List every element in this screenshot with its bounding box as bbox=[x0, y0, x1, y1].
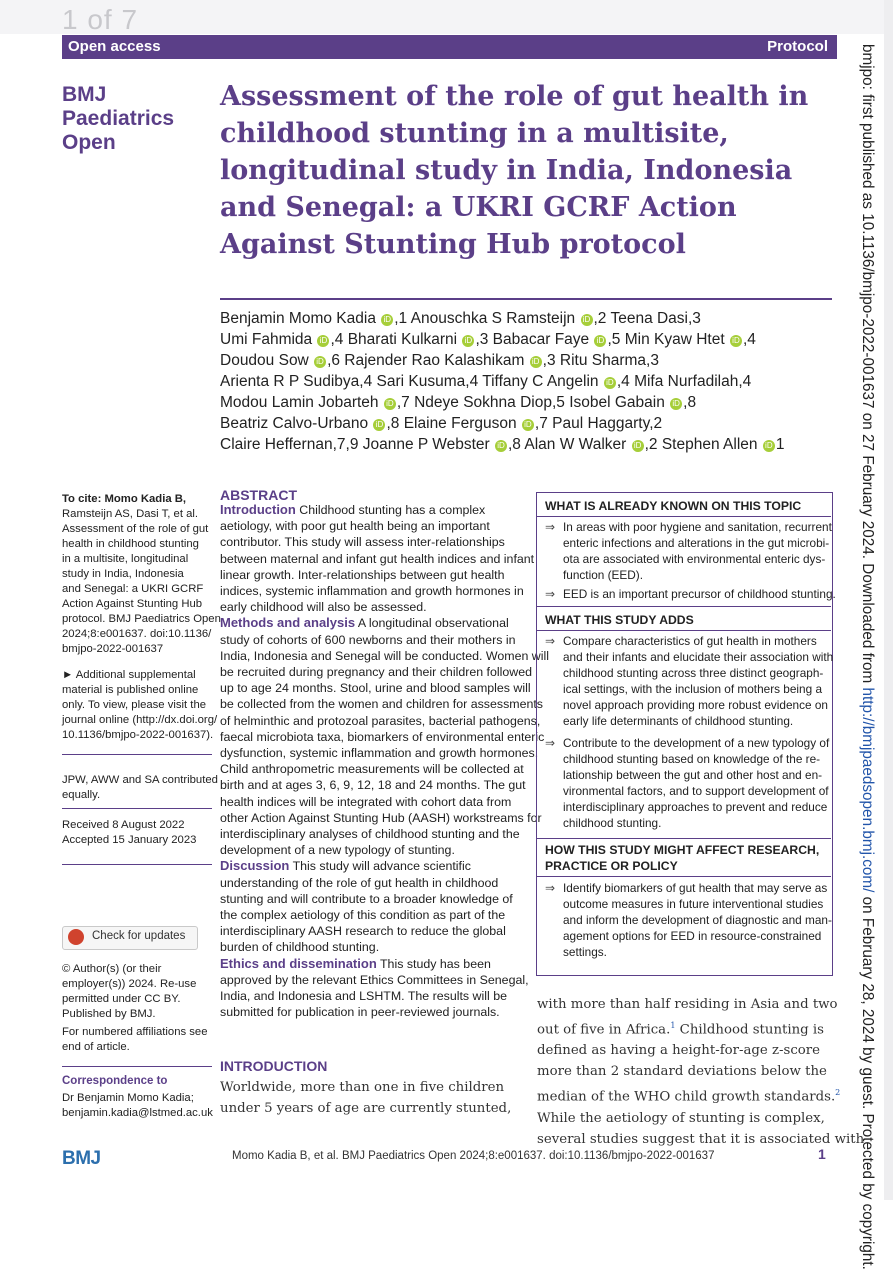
abstract-text: between maternal and infant gut health indices and infant bbox=[220, 551, 535, 566]
body-line: defined as having a height-for-age z-score bbox=[537, 1043, 821, 1059]
citation-line: in a multisite, longitudinal bbox=[62, 553, 189, 565]
orcid-icon[interactable]: iD bbox=[530, 356, 542, 368]
correspondence-name: Dr Benjamin Momo Kadia; bbox=[62, 1092, 194, 1104]
journal-logo bbox=[62, 83, 222, 155]
citation-line: Assessment of the role of gut bbox=[62, 523, 209, 535]
body-line: out of five in Africa. bbox=[537, 1022, 671, 1038]
author-text: ,4 Bharati Kulkarni bbox=[330, 331, 462, 348]
author-text: ,2 Teena Dasi,3 bbox=[593, 310, 701, 327]
orcid-icon[interactable]: iD bbox=[381, 314, 393, 326]
box-line: enteric infections and alterations in the gut microbi- bbox=[563, 535, 830, 550]
received-date: Received 8 August 2022 bbox=[62, 819, 185, 831]
arrow-bullet-icon: ⇒ bbox=[545, 881, 556, 895]
abstract-text: India, Indonesia and Senegal will be conducted. Women will bbox=[220, 648, 550, 663]
copyright-line: employer(s)) 2024. Re-use bbox=[62, 978, 197, 990]
abstract-text: early childhood will also be assessed. bbox=[220, 600, 427, 615]
box-divider bbox=[537, 516, 831, 517]
page-number: 1 bbox=[818, 1146, 826, 1162]
contribution-note bbox=[62, 773, 218, 803]
check-updates-label[interactable]: Check for updates bbox=[92, 930, 186, 942]
citation-line: To cite: Momo Kadia B, bbox=[62, 493, 187, 505]
orcid-icon[interactable]: iD bbox=[495, 440, 507, 452]
accepted-date: Accepted 15 January 2023 bbox=[62, 834, 197, 846]
copyright-line: © Author(s) (or their bbox=[62, 963, 162, 975]
abstract-text: indices, systemic inflammation and growth hormones in bbox=[220, 584, 524, 599]
author-text: ,7 Ndeye Sokhna Diop,5 Isobel Gabain bbox=[396, 394, 670, 411]
supplemental-note bbox=[62, 668, 218, 743]
abstract-text: Child anthropometric measurements will be collected at bbox=[220, 762, 524, 777]
orcid-icon[interactable]: iD bbox=[581, 314, 593, 326]
orcid-icon[interactable]: iD bbox=[317, 335, 329, 347]
article-type-label: Protocol bbox=[767, 38, 828, 55]
abstract-heading: ABSTRACT bbox=[220, 487, 297, 503]
box-line: childhood stunting across three distinct geograph- bbox=[563, 665, 824, 680]
abstract-text: understanding of the role of gut health in childhood bbox=[220, 875, 499, 890]
supplemental-line: only. To view, please visit the bbox=[62, 699, 207, 711]
box-line: ota are associated with environmental enteric dys- bbox=[563, 551, 826, 566]
title-line: longitudinal study in India, Indonesia bbox=[220, 155, 793, 186]
introduction-text bbox=[220, 1077, 520, 1119]
box-line: novel approach providing more robust evidence on bbox=[563, 697, 828, 712]
author-text: ,8 bbox=[683, 394, 697, 411]
arrow-bullet-icon: ⇒ bbox=[545, 634, 556, 648]
abstract-text: up to age 24 months. Stool, urine and blood samples will bbox=[220, 681, 531, 696]
copyright-line: Published by BMJ. bbox=[62, 1008, 156, 1020]
box-divider bbox=[537, 838, 831, 839]
abstract-text: be recruited during pregnancy and their children followed bbox=[220, 665, 533, 680]
arrow-bullet-icon: ⇒ bbox=[545, 520, 556, 534]
orcid-icon[interactable]: iD bbox=[730, 335, 742, 347]
author-text: ,3 Ritu Sharma,3 bbox=[542, 352, 659, 369]
abstract-text: be collected from the women and children for assessments bbox=[220, 697, 544, 712]
abstract-text: Childhood stunting has a complex bbox=[295, 503, 486, 517]
box-line: Contribute to the development of a new typology of bbox=[563, 736, 830, 750]
citation-block bbox=[62, 492, 221, 657]
orcid-icon[interactable]: iD bbox=[604, 377, 616, 389]
box-line: EED is an important precursor of childhood stunting. bbox=[563, 587, 836, 601]
title-line: Assessment of the role of gut health in bbox=[220, 81, 809, 112]
box-line: Identify biomarkers of gut health that may serve as bbox=[563, 881, 828, 895]
box-heading: HOW THIS STUDY MIGHT AFFECT RESEARCH, bbox=[545, 843, 820, 857]
abstract-text: the complex aetiology of this condition as part of the bbox=[220, 908, 506, 923]
article-title bbox=[220, 78, 840, 263]
body-line: Childhood stunting is bbox=[675, 1022, 824, 1038]
title-line: childhood stunting in a multisite, bbox=[220, 118, 729, 149]
box-line: and their infants and elucidate their association with bbox=[563, 649, 834, 664]
orcid-icon[interactable]: iD bbox=[373, 419, 385, 431]
citation-line: bmjpo-2022-001637 bbox=[62, 643, 164, 655]
author-text: ,8 Alan W Walker bbox=[508, 436, 631, 453]
box-divider bbox=[537, 630, 831, 631]
download-notice-text: on February 28, 2024 by guest. Protected by copyright. bbox=[859, 892, 876, 1270]
abstract-text: health indices will be integrated with cohort data from bbox=[220, 794, 512, 809]
box-bullet bbox=[563, 520, 832, 584]
open-access-label: Open access bbox=[68, 38, 161, 55]
author-text: ,5 Min Kyaw Htet bbox=[607, 331, 729, 348]
citation-line: 2024;8:e001637. doi:10.1136/ bbox=[62, 628, 212, 640]
orcid-icon[interactable]: iD bbox=[763, 440, 775, 452]
abstract-text: development of a new typology of stunting. bbox=[220, 843, 455, 858]
reference-link[interactable]: 1 bbox=[670, 1021, 676, 1030]
title-line: Against Stunting Hub protocol bbox=[220, 229, 686, 260]
author-text: ,2 Stephen Allen bbox=[644, 436, 762, 453]
body-line: While the aetiology of stunting is complex, bbox=[537, 1110, 825, 1126]
box-bullet bbox=[563, 736, 828, 831]
body-line: median of the WHO child growth standards. bbox=[537, 1089, 836, 1105]
supplemental-line: material is published online bbox=[62, 684, 199, 696]
abstract-text: contributor. This study will assess inter-relationships bbox=[220, 535, 505, 550]
author-text: ,4 bbox=[742, 331, 756, 348]
check-updates-icon bbox=[68, 929, 84, 945]
abstract-text: birth and at ages 3, 6, 9, 12, 18 and 24 months. The gut bbox=[220, 778, 526, 793]
author-text: ,8 Elaine Ferguson bbox=[386, 415, 521, 432]
orcid-icon[interactable]: iD bbox=[314, 356, 326, 368]
box-heading: PRACTICE OR POLICY bbox=[545, 859, 678, 873]
citation-line: study in India, Indonesia bbox=[62, 568, 184, 580]
orcid-icon[interactable]: iD bbox=[522, 419, 534, 431]
left-divider bbox=[62, 864, 212, 865]
left-divider bbox=[62, 808, 212, 809]
abstract-text: A longitudinal observational bbox=[355, 616, 509, 631]
supplemental-line[interactable]: 10.1136/bmjpo-2022-001637). bbox=[62, 729, 214, 741]
affiliation-line: end of article. bbox=[62, 1041, 130, 1053]
body-line: more than 2 standard deviations below the bbox=[537, 1064, 827, 1080]
orcid-icon[interactable]: iD bbox=[632, 440, 644, 452]
reference-link[interactable]: 2 bbox=[835, 1088, 841, 1098]
download-notice-text: bmjpo: first published as 10.1136/bmjpo-2022-001637 on 27 February 2024. Downloaded from bbox=[859, 44, 876, 688]
box-line: In areas with poor hygiene and sanitation, recurrent bbox=[563, 520, 832, 534]
author-text: ,3 Babacar Faye bbox=[475, 331, 594, 348]
orcid-icon[interactable]: iD bbox=[594, 335, 606, 347]
copyright-note bbox=[62, 962, 212, 1022]
body-line: several studies suggest that it is associated with bbox=[537, 1131, 865, 1147]
citation-line: health in childhood stunting bbox=[62, 538, 199, 550]
journal-logo-line: BMJ bbox=[62, 83, 107, 106]
viewer-scrollbar[interactable] bbox=[884, 0, 893, 1200]
journal-logo-line: Paediatrics bbox=[62, 107, 175, 130]
introduction-heading: INTRODUCTION bbox=[220, 1058, 328, 1074]
abstract-subheading: Introduction bbox=[220, 502, 296, 517]
journal-logo-line: Open bbox=[62, 131, 116, 154]
citation-line: Ramsteijn AS, Dasi T, et al. bbox=[62, 508, 199, 520]
author-text: Doudou Sow bbox=[220, 352, 314, 369]
author-text: Arienta R P Sudibya,4 Sari Kusuma,4 Tiffany C Angelin bbox=[220, 373, 603, 390]
box-line: lationship between the gut and other host and en- bbox=[563, 767, 823, 782]
abstract-subheading: Discussion bbox=[220, 858, 290, 874]
abstract-text: aetiology, with poor gut health being an important bbox=[220, 519, 490, 534]
box-divider bbox=[537, 606, 831, 607]
box-line: and inform the development of diagnostic and man- bbox=[563, 912, 832, 927]
box-bullet bbox=[563, 587, 836, 603]
correspondence-email[interactable]: benjamin.kadia@lstmed.ac.uk bbox=[62, 1107, 213, 1119]
box-heading: WHAT THIS STUDY ADDS bbox=[545, 613, 694, 627]
box-line: agement options for EED in resource-constrained bbox=[563, 928, 822, 943]
box-line: function (EED). bbox=[563, 567, 643, 582]
abstract-text: India, and Indonesia and LSHTM. The results will be bbox=[220, 989, 507, 1004]
abstract-text: This study has been bbox=[376, 956, 491, 971]
abstract-body bbox=[220, 502, 550, 1021]
box-line: settings. bbox=[563, 944, 607, 959]
author-text: ,4 Mifa Nurfadilah,4 bbox=[616, 373, 752, 390]
arrow-bullet-icon: ⇒ bbox=[545, 736, 556, 750]
abstract-text: linear growth. Inter-relationships between gut health bbox=[220, 567, 505, 582]
body-line: with more than half residing in Asia and two bbox=[537, 997, 838, 1012]
orcid-icon[interactable]: iD bbox=[462, 335, 474, 347]
abstract-text: interdisciplinary AASH research to reduce the global bbox=[220, 924, 506, 939]
author-text: Umi Fahmida bbox=[220, 331, 317, 348]
author-text: Claire Heffernan,7,9 Joanne P Webster bbox=[220, 436, 494, 453]
author-text: Benjamin Momo Kadia bbox=[220, 310, 381, 327]
contribution-line: JPW, AWW and SA contributed bbox=[62, 774, 218, 786]
author-text: Modou Lamin Jobarteh bbox=[220, 394, 383, 411]
page-counter: 1 of 7 bbox=[62, 4, 139, 35]
box-line: outcome measures in future interventional studies bbox=[563, 896, 824, 911]
box-heading: WHAT IS ALREADY KNOWN ON THIS TOPIC bbox=[545, 499, 802, 513]
abstract-text: interdisciplinary analyses of childhood stunting and the bbox=[220, 827, 520, 842]
author-text: ,1 Anouschka S Ramsteijn bbox=[394, 310, 580, 327]
left-divider bbox=[62, 1066, 212, 1067]
bmj-logo: BMJ bbox=[62, 1148, 101, 1169]
abstract-text: dysfunction, systemic inflammation and growth hormones. bbox=[220, 746, 539, 761]
abstract-subheading: Methods and analysis bbox=[220, 615, 356, 631]
supplemental-line[interactable]: journal online (http://dx.doi.org/ bbox=[62, 714, 218, 726]
arrow-bullet-icon: ⇒ bbox=[545, 587, 556, 601]
title-divider bbox=[220, 298, 832, 300]
box-line: childhood stunting. bbox=[563, 815, 662, 830]
abstract-text: of helminthic and protozoal parasites, bacterial pathogens, bbox=[220, 713, 541, 728]
author-text: ,6 Rajender Rao Kalashikam bbox=[327, 352, 529, 369]
citation-line: protocol. BMJ Paediatrics Open bbox=[62, 613, 221, 625]
orcid-icon[interactable]: iD bbox=[670, 398, 682, 410]
body-line: Worldwide, more than one in five children bbox=[220, 1080, 505, 1095]
abstract-text: study of cohorts of 600 newborns and their mothers in bbox=[220, 632, 516, 647]
affiliation-line: For numbered affiliations see bbox=[62, 1026, 208, 1038]
abstract-text: stunting and will contribute to a broader knowledge of bbox=[220, 891, 513, 906]
box-bullet bbox=[563, 881, 832, 961]
supplemental-line: ► Additional supplemental bbox=[62, 669, 196, 681]
body-line: under 5 years of age are currently stunted, bbox=[220, 1101, 512, 1116]
box-line: vironmental factors, and to support development of bbox=[563, 783, 829, 798]
title-line: and Senegal: a UKRI GCRF Action bbox=[220, 192, 737, 223]
abstract-text: submitted for publication in peer-reviewed journals. bbox=[220, 1005, 500, 1020]
box-line: ical settings, with the inclusion of mothers being a bbox=[563, 681, 823, 696]
author-text: Beatriz Calvo-Urbano bbox=[220, 415, 373, 432]
box-line: childhood stunting based on knowledge of the re- bbox=[563, 751, 821, 766]
author-list bbox=[220, 308, 830, 455]
body-text-right bbox=[537, 994, 865, 1150]
box-line: early life determinants of childhood stunting. bbox=[563, 713, 794, 728]
citation-line: and Senegal: a UKRI GCRF bbox=[62, 583, 204, 595]
page-footer: Momo Kadia B, et al. BMJ Paediatrics Open 2024;8:e001637. doi:10.1136/bmjpo-2022-001637 bbox=[232, 1150, 715, 1162]
abstract-text: faecal microbiota taxa, biomarkers of environmental enteric bbox=[220, 729, 545, 744]
affiliation-note bbox=[62, 1025, 212, 1055]
left-divider bbox=[62, 754, 212, 755]
box-line: Compare characteristics of gut health in mothers bbox=[563, 634, 817, 648]
correspondence-heading: Correspondence to bbox=[62, 1075, 168, 1087]
contribution-line: equally. bbox=[62, 789, 101, 801]
download-notice bbox=[858, 44, 882, 1270]
abstract-text: burden of childhood stunting. bbox=[220, 940, 380, 955]
correspondence-details bbox=[62, 1091, 212, 1121]
abstract-subheading: Ethics and dissemination bbox=[220, 955, 377, 971]
orcid-icon[interactable]: iD bbox=[384, 398, 396, 410]
received-dates bbox=[62, 818, 212, 848]
journal-link[interactable]: http://bmjpaedsopen.bmj.com/ bbox=[859, 687, 876, 893]
citation-line: Action Against Stunting Hub bbox=[62, 598, 203, 610]
author-text: ,7 Paul Haggarty,2 bbox=[534, 415, 663, 432]
abstract-text: This study will advance scientific bbox=[289, 859, 471, 874]
box-bullet bbox=[563, 634, 834, 729]
abstract-text: approved by the relevant Ethics Committees in Senegal, bbox=[220, 972, 529, 987]
copyright-line: permitted under CC BY. bbox=[62, 993, 181, 1005]
box-divider bbox=[537, 876, 831, 877]
author-text: 1 bbox=[775, 436, 785, 453]
box-line: interdisciplinary approaches to prevent and reduce bbox=[563, 799, 828, 814]
abstract-text: other Action Against Stunting Hub (AASH) workstreams for bbox=[220, 810, 542, 825]
